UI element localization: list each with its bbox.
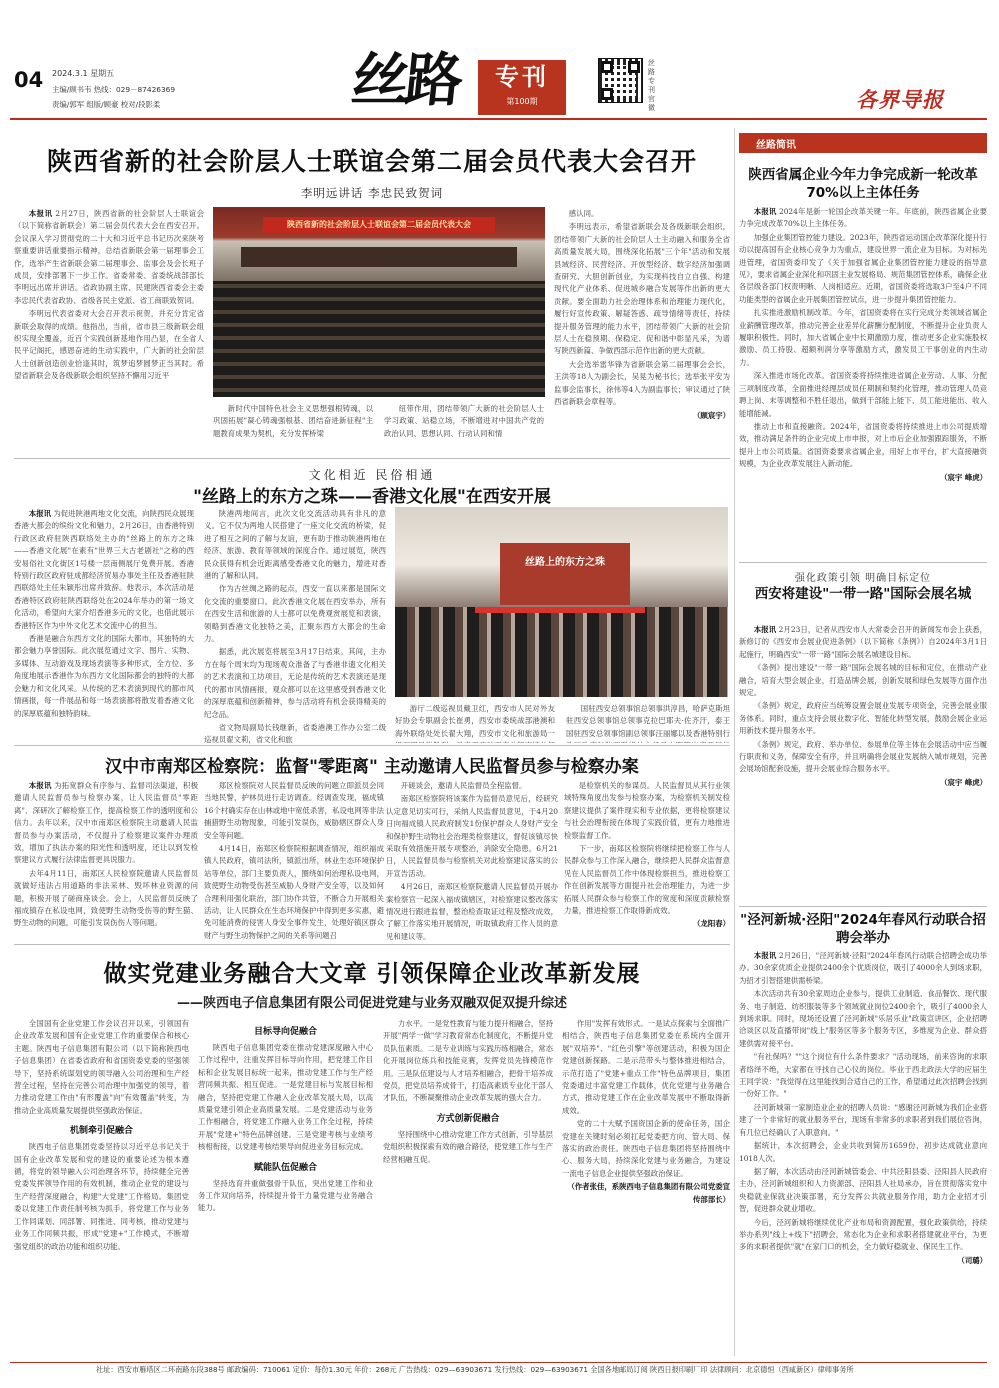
section-subheading: 机制牵引促融合	[69, 1126, 133, 1137]
sidebar-news2-body	[739, 624, 987, 904]
paragraph	[739, 232, 987, 306]
issue-date: 2024.3.1 星期五	[52, 69, 115, 78]
paragraph	[204, 722, 386, 744]
byline-signature: （作者张佳，系陕西电子信息集团有限公司党委宣传部部长）	[567, 1182, 730, 1204]
paragraph-text: 作用"发挥有效形式。一是试点探索与全面推广相结合，陕西电子信息集团党委在系统内全面开展"双培养"、"红色引擎"等创建活动，积极为国企党建创新探路。二是示范带头与整体推进相结合，示范打造了"党建+重点工作"特色品牌项目，集团党委通过丰富党建工作载体，优化党建与业务融合方式，推动党建工作在企业改革发展中不断取得新成效。	[562, 1019, 730, 1115]
paragraph	[564, 780, 730, 842]
article2-col4	[566, 703, 730, 743]
article4-col2	[198, 1018, 373, 1356]
paragraph-text: 据统计，本次招聘会，企业共收到简历1659份，初步达成就业意向1018人次。	[739, 1141, 987, 1163]
byline-signature: （宸宇 峰虎）	[940, 777, 987, 787]
article1-col3	[384, 403, 544, 453]
special-label: 专刊	[495, 62, 549, 91]
paragraph	[14, 633, 194, 720]
paragraph	[198, 1178, 373, 1215]
paragraph-text: 开磋谈会，邀请人民监督员全程监督。	[400, 781, 527, 790]
sidebar-news2-kicker: 强化政策引领 明确目标定位	[794, 573, 932, 584]
paragraph	[554, 359, 730, 409]
paragraph-text: 去年4月11日，南郑区人民检察院邀请人民监督员就做好违法占用道路的非法采林、毁坏林业资源的问题，积极开展了磋商座谈会。会上，人民监督员反映了福成镇存在私设电网，致使野生动物受伤等的野生猫、野生动物的问题，可能引发误伤伤人等问题。	[14, 868, 198, 928]
paragraph	[739, 1102, 987, 1139]
article1-headline: 陕西省新的社会阶层人士联谊会第二届会员代表大会召开	[46, 147, 697, 176]
photo-wall-text: 丝路上的东方之珠	[500, 543, 630, 605]
paragraph	[198, 1042, 373, 1154]
article1-col2	[213, 403, 373, 453]
paragraph	[562, 1118, 730, 1180]
paragraph	[204, 508, 386, 582]
section-subheading: 方式创新促融合	[436, 1113, 500, 1124]
dateline-lead: 本报讯	[753, 625, 777, 634]
article2-col1	[14, 508, 194, 744]
paragraph	[384, 403, 544, 440]
dateline-lead: 本报讯	[28, 781, 52, 790]
paragraph-text: 大会选举雷华锋为省新联会第二届理事会会长，王洪等18人为副会长，吴晃为秘书长；选举张平安为监事会监事长，徐伟等4人为副监事长；审议通过了陕西省新联会章程等。	[554, 359, 730, 407]
byline-signature: （顾宸宇）	[693, 410, 730, 420]
article4-col1	[14, 1018, 189, 1356]
dateline-lead: 本报讯	[28, 509, 51, 518]
paragraph	[14, 868, 198, 930]
paragraph-text: 陕西电子信息集团党委在推动党建深度融入中心工作过程中，注重发挥目标导向作用，把党建工作目标和企业发展目标统一起来，推动党建工作与生产经营同频共振、相互促进。一是党建目标与发展目标相融合，坚持把党建工作融入企业改革发展大局，以高质量党建引领企业高质量发展。二是党建活动与业务工作相融合，将党建工作融入业务工作全过程，持续开展"党建+"特色品牌创建。三是党建考核与业绩考核相衔接，以党建考核结果导向促进业务目标完成。	[198, 1043, 373, 1152]
section-subheading: 目标导向促融合	[253, 1027, 317, 1037]
paragraph	[739, 662, 987, 699]
sidebar-news1-body	[739, 206, 987, 558]
paragraph-text: 深入推进市场化改革。省国资委将持续推进省属企业劳动、人事、分配三项制度改革，全面推进经理层成员任期制和契约化管理，推动管理人员竞聘上岗、末等调整和不胜任退出，做到干部能上能下、员工能进能出、收入能增能减。	[739, 371, 987, 418]
paragraph-text: 党的二十大赋予国资国企新的使命任务，国企党建在关键时刻必须扛起党委把方向、管大局、保落实的政治责任。陕西电子信息集团将坚持围绕中心、服务大局，持续深化党建与业务融合，为建设一流电子信息企业提供坚强政治保证。	[562, 1119, 730, 1178]
paragraph	[14, 208, 204, 307]
paragraph-text: 陕西电子信息集团党委坚持以习近平总书记关于国有企业改革发展和党的建设的重要论述为根本遵循，将党的领导融入公司治理各环节，持续健全完善党委发挥领导作用的有效机制，推动企业党的建设与生产经营深度融合，构建"大党建"工作格局。集团党委以党建工作责任制考核为抓手，将党建工作与业务工作同谋划、同部署、同推进、同考核，推动党建与业务工作同频共振，形成"党建+"工作模式，不断增强党组织的政治功能和组织功能。	[14, 1142, 189, 1251]
masthead-logo: 丝路	[348, 46, 462, 114]
paragraph-text: 感认同。	[568, 209, 599, 218]
footer-info: 社址：西安市雁塔区二环南路东段388号 邮政编码：710061 定价：每份1.30元 年价：268元 广告热线：029—63903671 发行热线：029—63903671 全国各地邮局订阅 陕西日报印刷厂印 法律顾问：北京德恒（西咸新区）律师事务所	[96, 1365, 854, 1374]
newspaper-brand: 各界导报	[856, 87, 944, 112]
paragraph-text: 李明远表示，希望省新联会及各级新联会组织，团结带领广大新的社会阶层人士主动融入和服务全省高质量发展大局，围绕深化拓展"三个年"活动和发展县域经济、民营经济、开放型经济、数字经济加强调查研究、大胆创新创业，为实现科技自立自强、构建现代化产业体系、促进城乡融合发展等作出新的更大贡献。要全面助力社会治理体系和治理能力现代化，履行好宣传政策、解疑答惑、疏导情绪等责任，持续提升服务管理的能力水平，团结带领广大新的社会阶层人士在稳预期、保稳定、促和谐中彰显凡采，为谱写陕西新篇、争做西部示范作出新的更大贡献。	[554, 222, 730, 356]
paragraph-text: 南郑区检察院将该案作为监督员意见后，经研究认定意见切实可行，采纳人民监督员意见，于4月20日向福成镇人民政府制发1份保护群众人身财产安全和保护野生动物社会治理类检察建议，督促该镇尽快采取有效措施开展专项整治，消除安全隐患。6月21日，人民监督员参与检察机关对此检察建议落实的公开宣告活动。	[386, 794, 558, 878]
article4-headline: 做实党建业务融合大文章 引领保障企业改革新发展	[103, 961, 641, 987]
paragraph-text: "有社保吗？""这个岗位有什么条件要求？"活动现场，前来咨询的求职者络绎不绝，大家都在寻找自己心仪的岗位。毕业于西北政法大学的应届生王同学说："我觉得在这里能找到合适自己的工作，希望通过此次招聘会找到一份好工作。"	[739, 1052, 987, 1099]
paragraph	[204, 780, 384, 842]
paragraph	[739, 950, 987, 987]
paragraph-text: 《条例》规定，政府、举办单位、参展单位等主体在会展活动中应当履行职责和义务，保障安全有序，并且明确将会展业发展纳入城市规划，完善会展场馆配套设施，提升会展业综合服务水平。	[739, 739, 987, 774]
paragraph-text: 推动上市和直接融资。2024年，省国资委将持续推进上市公司提质增效，推动满足条件的企业完成上市申报，对上市后企业加强跟踪服务，不断提升上市公司质量。省国资委要求省属企业，用好上市平台，扩大直接融资规模，为企业改革发展注入新动能。	[739, 421, 987, 469]
article2-col2	[204, 508, 386, 744]
sidebar-news1-headline: 陕西省属企业今年力争完成新一轮改革70%以上主体任务	[748, 167, 978, 201]
masthead-rule	[10, 118, 987, 120]
article2-photo	[395, 507, 728, 697]
paragraph-text: 力水平。一是党性教育与能力提升相融合，坚持开展"两学一做"学习教育常态化制度化，不断提升党员队伍素质。二是专业训练与实践历练相融合，常态化开展岗位练兵和技能竞赛，发挥党员先锋模范作用。三是队伍建设与人才培养相融合，把骨干培养成党员，把党员培养成骨干，打造高素质专业化干部人才队伍，不断凝聚推动企业改革发展的强大合力。	[383, 1019, 553, 1103]
dateline-lead: 本报讯	[753, 951, 777, 960]
paragraph	[386, 780, 558, 792]
paragraph-text: 游厅二级巡视员戴卫红，西安市人民对外友好协会专职副会长崔勇，西安市委统战部港澳和海外联络处处长翟大翔，西安市文化和旅游局一	[395, 704, 555, 738]
paragraph	[739, 1051, 987, 1101]
byline-signature: （龙阳春）	[693, 919, 730, 929]
qr-code-icon[interactable]	[598, 58, 643, 103]
paragraph	[204, 646, 386, 720]
paragraph-text: 2024年是新一轮国企改革关键一年。年底前，陕西省属企业要力争完成改革70%以上主体任务。	[739, 207, 987, 229]
paragraph	[739, 988, 987, 1050]
paragraph-text: 4月26日，南郑区检察院邀请人民监督员开展办案检察官一起深入福成镇辖区，对检察建议整改落实情况进行跟进监督，整治检查取证过程及整改成效，了解工作落实地开展情况，听取镇政府工作人员的意见和建议等。	[386, 882, 558, 940]
paragraph	[383, 1018, 553, 1105]
dateline-lead: 本报讯	[753, 207, 777, 216]
paragraph	[739, 206, 987, 231]
qr-label: 丝路专刊官微	[648, 59, 655, 112]
article3-col1	[14, 780, 198, 940]
paragraph-text: 2月23日，记者从西安市人大常委会召开的新闻发布会上获悉，新修订的《西安市会展业促进条例》（以下简称《条例》）自2024年3月1日起施行，明确西安"一带一路"国际会展名城建设目标。	[739, 625, 987, 659]
paragraph-text: 扎实推进激励机制改革。今年，省国资委将在实行完成分类领域省属企业薪酬管理改革，推动完善企业差异化薪酬分配制度，不断提升企业负责人履职积极性。同时，加大省属企业中长期激励力度，推动更多企业实施股权激励、员工持股、超额利润分享等激励方式，激发员工干事创业的内生动力。	[739, 308, 987, 367]
paragraph	[386, 881, 558, 940]
article1-col4	[554, 208, 730, 456]
special-issue-box	[478, 60, 566, 115]
sidebar-news2-headline: 西安将建设"一带一路"国际会展名城	[754, 586, 972, 602]
article1-subheadline: 李明远讲话 李忠民致贺词	[300, 186, 444, 200]
paragraph-text: 陕港两地间言，此次文化交流活动具有非凡的意义。它不仅为两地人民搭建了一座文化交流的桥梁，促进了相互之间的了解与友谊，更有助于推动陕港两地在经济、旅游、教育等领域的深度合作。通过展览，陕西民众获得有机会近距离感受香港文化的魅力，增进对香港的了解和认同。	[204, 509, 386, 581]
paragraph-text: 本次活动共有30余家周边企业参与，提供工业制造、食品餐饮、现代服务、电子制造、纺织服装等多个领域就业岗位2400余个，吸引了4000余人到场求职。同时，现场还设置了泾河新城"乐居乐业"政策宣讲区，企业招聘洽谈区以及直播带岗"线上"服务区等多个服务专区，多维度为企业、群众搭建供需对接平台。	[739, 989, 987, 1048]
paragraph-text: 郑区检察院对人民监督员反映的问题立即派员会同当地民警，护林员进行走访调查。经调查发现，福成镇16个村确实存在山林或地中宽低杀害，私设电网等非法捕猎野生动物现象，可能引发误伤，威胁辖区群众人身安全等问题。	[204, 781, 384, 840]
paragraph	[739, 739, 987, 776]
paragraph	[562, 1018, 730, 1117]
paragraph-text: 香港是融合东西方文化的国际大都市，其独特的大都会魅力享誉国际。此次展览通过文字、图片、实物、多媒体、互动游戏及现场表演等多种形式，全方位、多角度地展示香港作为东西方文化国际都会的独特的大都会魅力和文化风采。从传统的艺术表演到现代的都市风情画报，每一件展品和每一场表演都将散发着香港文化的深厚底蕴和独特韵味。	[14, 634, 194, 718]
paragraph	[554, 208, 730, 220]
article2-col3	[395, 703, 555, 743]
article4-col3	[383, 1018, 553, 1356]
paragraph	[739, 1217, 987, 1254]
photo-banner-text: 陕西省新的社会阶层人士联谊会第二届会员代表大会	[263, 217, 495, 233]
paragraph-text: 是检察机关的参谋员。人民监督员从其行业领域特殊角度出发参与检察办案，为检察机关制发检察建议提供了案件现实和专业依据，更将检察建议与社会治理衔接在体现了实践价值，更有力地推进检察监督工作。	[564, 781, 730, 840]
paragraph-text: 为促进陕港两地文化交流，向陕西民众展现香港大都会的缤纷文化和魅力，2月26日，由香港特别行政区政府驻陕西联络处主办的"丝路上的东方之珠——香港文化展"在素有"世界三大古老剧社"之称的西安易俗社文化街区1号楼一层南侧展厅免费开展。香港特别行政区政府驻成都经济贸易办事处主任及香港驻陕西联络处主任朱颖彤出席并致辞。他表示，本次活动是香港特区政府驻陕西联络处在2024年举办的第一场文化活动，希望向大家介绍香港多元的文化，也借此展示香港特区作为中外文化艺术交流中心的担当。	[14, 509, 194, 630]
paragraph	[739, 307, 987, 369]
paragraph	[739, 421, 987, 471]
paragraph	[566, 703, 730, 743]
byline-signature: （司璐）	[957, 1255, 987, 1265]
article2-headline: "丝路上的东方之珠——香港文化展"在西安开展	[193, 487, 551, 507]
paragraph	[386, 793, 558, 880]
sidebar-news3-body	[739, 950, 987, 1356]
article1-photo	[213, 207, 545, 397]
paragraph-text: 新时代中国特色社会主义思想强根铸魂，以巩固拓展"凝心铸魂强根基、团结奋进新征程"主题教育成果为契机，充分发挥桥梁	[213, 404, 373, 438]
paragraph-text: 2月27日，陕西省新的社会阶层人士联谊会（以下简称省新联会）第二届会员代表大会在西安召开。会议深入学习贯彻党的二十大和习近平总书记历次来陕考察重要讲话重要指示精神，总结省新联会第一届理事会工作，选举产生省新联会第二届理事会、监事会及会长班子成员，安排部署下一步工作。省委常委、省委统战部部长李明远出席并讲话。省政协副主席、民建陕西省委会主委李忠民代表省政协、省级各民主党派、省工商联致贺词。	[14, 209, 204, 305]
paragraph	[554, 221, 730, 357]
paragraph-text: 《条例》提出建设"一带一路"国际会展名城的目标和定位，在推动产业融合，培育大型会展企业，打造品牌会展，创新发展和绿色发展等方面作出规定。	[739, 663, 987, 698]
paragraph-text: 李明远代表省委对大会召开表示祝贺，并充分肯定省新联会取得的成绩。他指出，当前，省市县三级新联会组织实现全覆盖，近百个实践创新基地作用凸显，在全省人民平记阁托，感恩奋进的生动实践中，广大新的社会阶层人士创新创造创业恰逢其时，筑梦追梦圆梦正当其时。希望省新联会及各级新联会组织坚持不懈用习近平	[14, 309, 204, 381]
paragraph-text: 国驻西安总领事馆总领事洪淳昌，哈萨克斯坦驻西安总领事馆总领事克拉巴耶夫·佐齐汗，泰王国驻西安总领事馆副总领事汪丽娜以及香港特别行	[566, 704, 730, 738]
article4-subheadline: ——陕西电子信息集团有限公司促进党建与业务双融双促双提升综述	[176, 996, 567, 1011]
paragraph	[14, 308, 204, 382]
paragraph-text: 坚持选育并重做强骨干队伍，突出党建工作和业务工作双向培养，持续提升骨干力量党建与业务融合能力。	[198, 1178, 373, 1213]
article3-headline: 汉中市南郑区检察院：监督"零距离" 主动邀请人民监督员参与检察办案	[105, 757, 639, 777]
paragraph	[204, 583, 386, 645]
paragraph-text: 坚持围绕中心推动党建工作方式创新，引导基层党组织积极探索有效的融合路径，使党建工作与生产经营相融互促。	[383, 1129, 553, 1164]
paragraph	[564, 843, 730, 917]
editor-line: 主编/顾书韦 热线：029－87426369	[52, 85, 176, 94]
paragraph-text: 今后，泾河新城将继续优化产业布局和资源配置，强化政策供给，持续举办系列"线上+线下"招聘会，常态化为企业和求职者搭建就业平台，为更多的求职者提供"就"在家门口的机会，全力做好稳就业、保民生工作。	[739, 1217, 987, 1252]
paragraph	[739, 700, 987, 737]
paragraph	[739, 1140, 987, 1165]
paragraph-text: 为拓宽群众有序参与、监督司法渠道，积极邀请人民监督员参与检察办案，让人民监督员"零距离"、深研次了解检察工作，提高检察工作的透明度和公信力。去年以来，汉中市南郑区检察院主动邀请人民监督员参与办案活动，不仅提升了检察建议案件办理质效，增加了执法办案的阳光性和透明度，还让以到发检察建议方式履行法律监督更具说服力。	[14, 781, 198, 865]
paragraph-text: 作为古丝绸之路的起点，西安一直以来都是国际文化交流的重要窗口。此次香港文化展在西安举办，所有在西安生活和旅游的人士都可以免费观赏展览和表演，领略到香港文化独特之美，汇聚东西方大都会的生命力。	[204, 584, 386, 644]
sidebar-header-label: 丝路简讯	[756, 140, 796, 151]
paragraph	[14, 508, 194, 632]
paragraph	[739, 1166, 987, 1216]
paragraph	[213, 403, 373, 440]
paragraph-text: 据了解，本次活动由泾河新城管委会、中共泾阳县委、泾阳县人民政府主办，泾河新城组织和人力资源部、泾阳县人社局承办，旨在贯彻落实党中央稳就业保就业决策部署，充分发挥公共就业服务作用，助力企业招才引智，促进群众就业增收。	[739, 1166, 987, 1214]
article3-col2	[204, 780, 384, 940]
paragraph	[14, 1018, 189, 1117]
paragraph	[739, 370, 987, 420]
page-number: 04	[14, 68, 44, 92]
paragraph-text: 加强企业集团管控能力建设。2023年，陕西省运动国企改革深化提升行动以提高国有企业核心竞争力为重点，建设世界一流企业为目标。为对标先进管理，省国资委印发了《关于加强省属企业集团管控能力建设的指导意见》，要求省属企业深化和巩固主业发展格局、规范集团管控体系，确保企业各层级各部门权责明晰、人岗相适应。近期，省国资委将选取3户至4户不同功能类型的省属企业开展集团管控试点，进一步提升集团管控能力。	[739, 232, 987, 304]
paragraph-text: 泾河新城第一家制造业企业的招聘人员说："感谢泾河新城为我们企业搭建了一个非常好的就业服务平台，现场有非常多的求职者到我们展位咨询，有几位已经确认了入职意向。"	[739, 1102, 987, 1137]
article3-col3	[386, 780, 558, 940]
paragraph	[395, 703, 555, 743]
staff-line: 责编/郭军 组版/顾豪 校对/段影柔	[52, 100, 161, 109]
sidebar-news3-headline: "泾河新城·泾阳"2024年春风行动联合招聘会举办	[740, 912, 986, 946]
paragraph-text: 纽带作用，团结带领广大新的社会阶层人士学习政策、站稳立场，不断增进对中国共产党的政治认同、思想认同、行动认同和情	[384, 404, 544, 438]
footer-rule	[10, 1362, 987, 1363]
article2-kicker: 文化相近 民俗相通	[308, 468, 436, 482]
paragraph	[739, 624, 987, 661]
paragraph-text: 4月14日，南郑区检察院根据调查情况，组织福成镇人民政府，镇司法所，镇派出所，林业生态环境保护站等单位，部门主要负责人，圈绕如何治理私设电网，致使野生动物受伤甚至威胁人身财产安全等，以及如何合理利用强化联治，部门协作共管，不断合力开展相关活动，让人民群众在生态环境保护中得到更多实惠，避免可能消费的侵害人身安全事件发生，处理好镇区群众财产与野生动物保护之间的关系等问题召	[204, 844, 384, 940]
dateline-lead: 本报讯	[28, 209, 53, 218]
paragraph	[204, 843, 384, 940]
paragraph	[14, 780, 198, 867]
paragraph-text: 2月26日，"泾河新城·泾阳"2024年春风行动联合招聘会成功举办。30余家优质企业提供2400余个优质岗位，吸引了4000余人到场求职，为招才引智搭建供需桥梁。	[739, 951, 987, 985]
paragraph-text: 《条例》规定，政府应当统筹设置会展业发展专项资金，完善会展业服务体系。同时，重点支持会展业数字化、智能化转型发展，鼓励会展企业运用新技术提升服务水平。	[739, 701, 987, 736]
article3-col4	[564, 780, 730, 940]
paragraph-text: 据悉，此次展览将展至3月17日结束。其间，主办方在每个周末均为现场观众准备了与香港非遗文化相关的艺术表演和工坊项目，无论是传统的艺术表演还是现代的都市风情画报，观众都可以在这里感受到香港文化的深厚底蕴和创新精神，参与活动将有机会获得精美的纪念品。	[204, 647, 386, 719]
byline-signature: （宸宇 峰虎）	[940, 472, 987, 482]
paragraph	[383, 1129, 553, 1166]
section-subheading: 赋能队伍促融合	[253, 1162, 317, 1173]
issue-label: 第100期	[506, 97, 538, 106]
paragraph-text: 下一步，南郑区检察院将继续把检察工作与人民群众参与工作深入融合，继续把人民群众监督意见在人民监督员工作中体现检察担当，推进检察工作在创新发展等方面提升社会治理能力，为进一步拓展人民群众参与检察工作的宽度和深度贡献检察力量，推进检察工作取得新成效。	[564, 844, 730, 916]
article1-col1	[14, 208, 204, 456]
paragraph	[14, 1141, 189, 1253]
paragraph-text: 省文物局副局长钱继新，省委港澳工作办公室二级巡视员翟文莉，省文化和旅	[204, 722, 386, 744]
paragraph-text: 全国国有企业党建工作会议召开以来，引领国有企业改革发展和国有企业党建工作的重要保合和核心主题。陕西电子信息集团有限公司（以下简称陕西电子信息集团）在省委省政府和省国资委党委的坚强领导下，坚持系统谋划党的领导融入公司治理和生产经营全过程，坚持在完善公司治理中加强党的领导，着力推动党建工作由"有形覆盖"向"有效覆盖"转变，为推动企业高质量发展提供坚强政治保证。	[14, 1019, 189, 1115]
article4-col4	[562, 1018, 730, 1356]
